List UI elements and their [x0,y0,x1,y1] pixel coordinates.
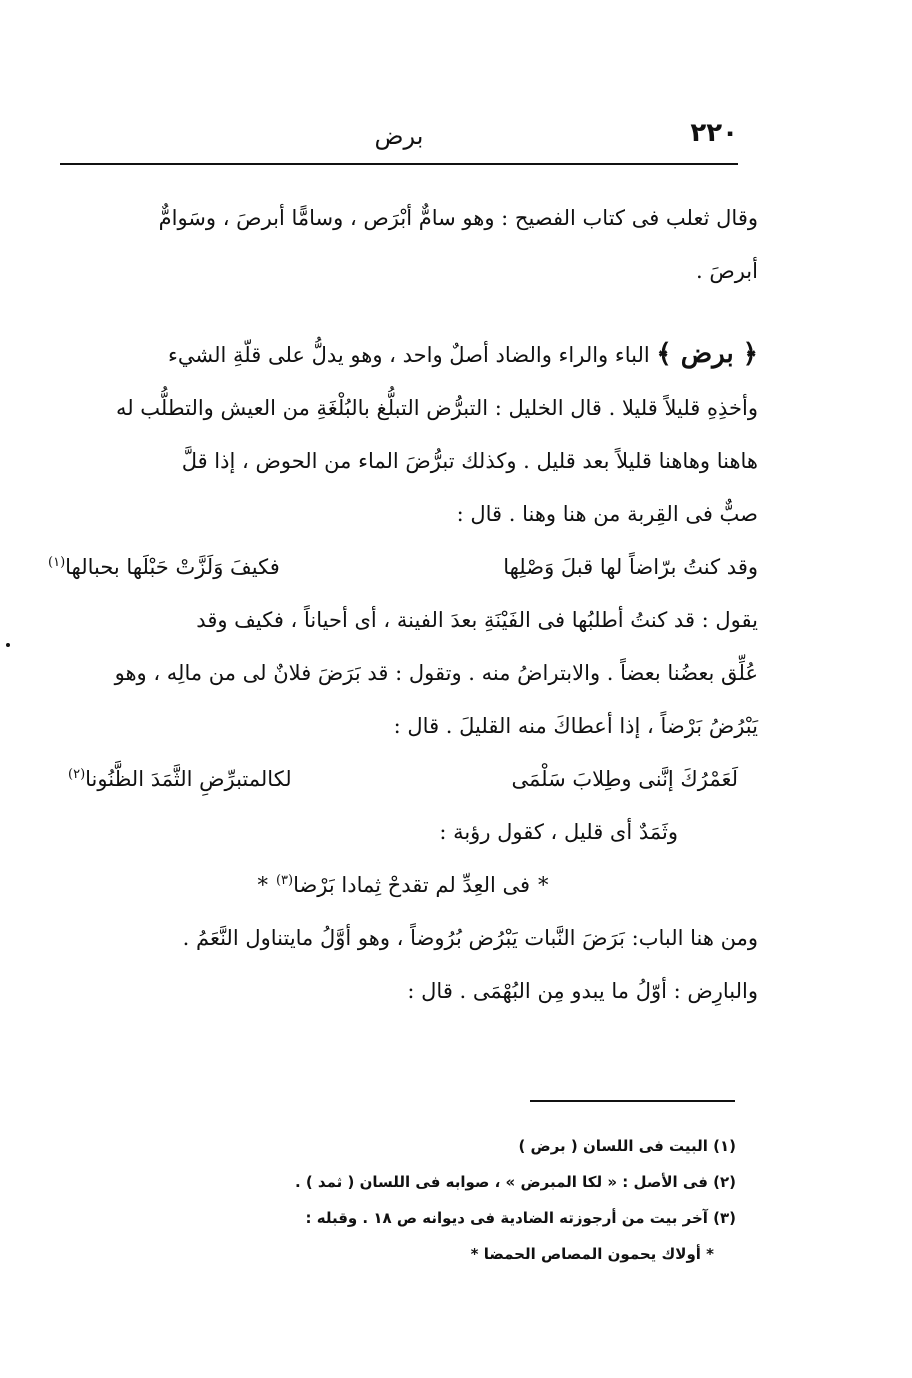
verse-hemistich [48,541,280,594]
paragraph-text: الباء والراء والضاد أصلٌ واحد ، وهو يدلُّ على قلّةِ الشيء [168,343,650,367]
verse-line-centered [48,859,758,912]
verse-hemistich: وقد كنتُ برّاضاً لها قبلَ وَصْلِها [503,555,758,579]
page-header [60,118,738,166]
verse-hemistich-text: لكالمتبرِّضِ الثَّمَدَ الظَّنُونا [85,767,292,791]
footnote: (٣) آخر بيت من أرجوزته الضادية فى ديوانه ص ١٨ . وقبله : [305,1209,736,1227]
footnote: (١) البيت فى اللسان ( برض ) [518,1137,736,1155]
footnotes [200,1128,736,1272]
paragraph-line: يقول : قد كنتُ أطلبُها فى الفَيْنَةِ بعدَ الفينة ، أى أحياناً ، فكيف وقد [196,608,758,632]
footnote-rule [530,1100,735,1102]
paragraph-line: وثَمَدٌ أى قليل ، كقول رؤبة : [439,820,678,844]
paragraph-line: صبٌّ فى القِربة من هنا وهنا . قال : [456,502,758,526]
running-head: برض [374,122,424,150]
paragraph-line: يَبْرُضُ بَرْضاً ، إذا أعطاكَ منه القليلَ . قال : [393,714,758,738]
paragraph-line: وقال ثعلب فى كتاب الفصيح : وهو سامٌّ أبْرَص ، وسامًّا أبرصَ ، وسَوامٌّ [158,206,758,230]
footnote-ref: (٢) [68,767,86,782]
verse-line [48,753,758,806]
verse-hemistich [68,753,292,806]
entry-first-line [48,328,758,382]
footnote-ref: (١) [48,555,66,570]
paragraph-line: والبارِض : أوّلُ ما يبدو مِن البُهْمَى . قال : [407,979,758,1003]
verse-line [48,541,758,594]
body-text [48,192,758,1018]
footnote-ref: (٣) [275,873,294,888]
entry-headword: ﴿ برض ﴾ [656,339,758,369]
footnote-quote: * أولاك يحمون المصاص الحمضا * [470,1245,714,1263]
margin-speck [6,643,10,647]
header-rule [60,163,738,165]
paragraph-line: عُلِّق بعضُنا بعضاً . والابتراضُ منه . وتقول : قد بَرَضَ فلانٌ لى من مالِه ، وهو [114,661,758,685]
star-ornament: * [538,873,549,897]
verse-hemistich-text: فكيفَ وَلَزَّتْ حَبْلَها بحبالها [65,555,280,579]
verse-text: فى العِدِّ لم تقدحْ ثِمادا بَرْضا [293,873,531,897]
paragraph-line: ومن هنا الباب: بَرَضَ النَّبات يَبْرُض بُرُوضاً ، وهو أوَّلُ مايتناول النَّعَمُ . [182,926,758,950]
star-ornament: * [257,873,268,897]
paragraph-line: أبرصَ . [695,259,758,283]
page-number: ٢٢٠ [690,118,738,148]
footnote: (٢) فى الأصل : « لكا المبرض » ، صوابه فى اللسان ( ثمد ) . [294,1173,736,1191]
paragraph-line: وأخذِهِ قليلاً قليلا . قال الخليل : التبرُّض التبلُّغ بالبُلْغَةِ من العيش والتطلُّب له [115,396,758,420]
paragraph-line: هاهنا وهاهنا قليلاً بعد قليل . وكذلك تبرُّضَ الماء من الحوض ، إذا قلَّ [181,449,758,473]
paragraph-gap [48,298,758,328]
verse-hemistich: لَعَمْرُكَ إنَّنى وطِلابَ سَلْمَى [511,767,738,791]
